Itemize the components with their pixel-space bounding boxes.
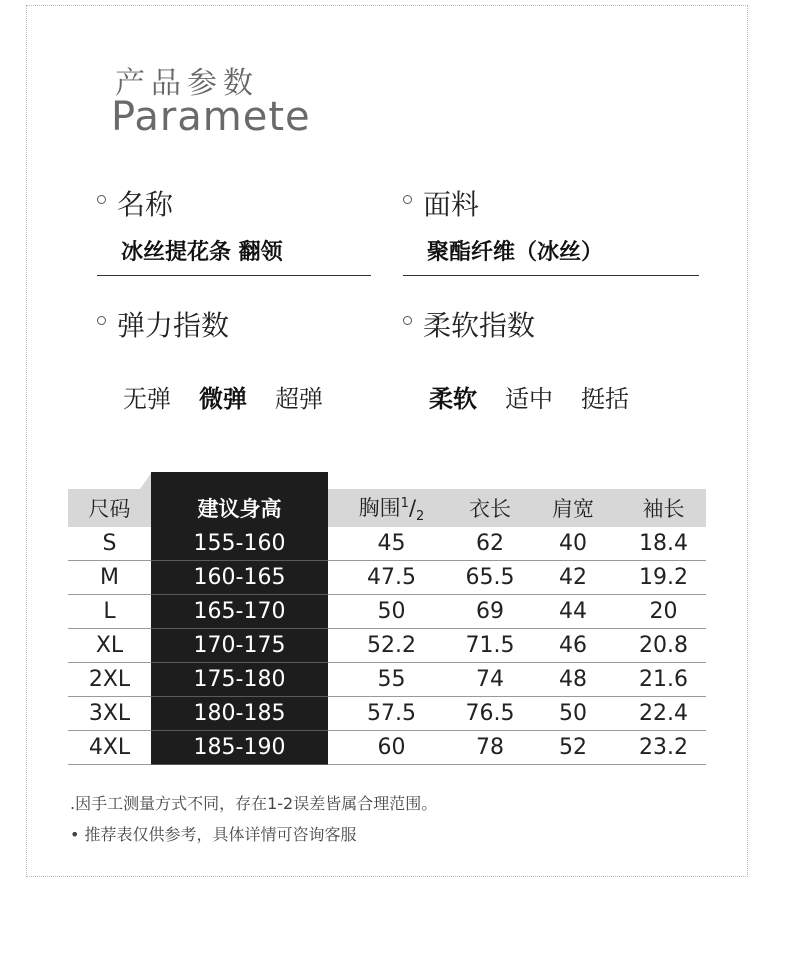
name-value: 冰丝提花条 翻领 (121, 240, 283, 265)
measurement-note: .因手工测量方式不同，存在1-2误差皆属合理范围。 (70, 794, 438, 813)
cell-height: 180-185 (151, 697, 328, 731)
cell-length: 62 (455, 527, 525, 561)
softness-label: 柔软指数 (423, 309, 536, 342)
cell-sleeve: 21.6 (621, 663, 706, 697)
cell-chest: 55 (328, 663, 455, 697)
circle-bullet-icon (403, 316, 412, 325)
elasticity-field (97, 304, 229, 344)
circle-bullet-icon (97, 316, 106, 325)
divider (97, 275, 371, 276)
softness-option: 挺括 (581, 385, 629, 413)
cell-chest: 52.2 (328, 629, 455, 663)
elasticity-option-selected: 微弹 (199, 385, 247, 413)
page-title-en: Paramete (111, 94, 311, 140)
cell-shoulder: 48 (525, 663, 621, 697)
table-row (68, 697, 706, 731)
elasticity-option: 超弹 (275, 385, 323, 413)
cell-chest: 60 (328, 731, 455, 765)
cell-size: 4XL (68, 731, 151, 765)
cell-shoulder: 50 (525, 697, 621, 731)
cell-sleeve: 23.2 (621, 731, 706, 765)
cell-length: 71.5 (455, 629, 525, 663)
header-length: 衣长 (455, 489, 525, 527)
cell-shoulder: 42 (525, 561, 621, 595)
cell-sleeve: 22.4 (621, 697, 706, 731)
cell-shoulder: 40 (525, 527, 621, 561)
table-row (68, 629, 706, 663)
size-table (68, 472, 706, 765)
cell-length: 74 (455, 663, 525, 697)
cell-size: S (68, 527, 151, 561)
softness-options (429, 379, 657, 414)
cell-height: 185-190 (151, 731, 328, 765)
table-row (68, 595, 706, 629)
name-label: 名称 (117, 188, 174, 221)
page-title-cn: 产品参数 (115, 66, 259, 101)
header-chest: 胸围$^1/_2$ (328, 489, 455, 527)
cell-height: 155-160 (151, 527, 328, 561)
table-row (68, 731, 706, 765)
cell-sleeve: 18.4 (621, 527, 706, 561)
fabric-field (403, 183, 699, 276)
softness-field (403, 304, 535, 344)
cell-size: L (68, 595, 151, 629)
header-height: 建议身高 (151, 489, 328, 527)
cell-chest: 47.5 (328, 561, 455, 595)
cell-size: 2XL (68, 663, 151, 697)
cell-height: 165-170 (151, 595, 328, 629)
elasticity-options (123, 379, 351, 414)
header-sleeve: 袖长 (621, 489, 706, 527)
cell-shoulder: 44 (525, 595, 621, 629)
cell-length: 76.5 (455, 697, 525, 731)
table-row (68, 663, 706, 697)
cell-length: 78 (455, 731, 525, 765)
cell-size: M (68, 561, 151, 595)
softness-option-selected: 柔软 (429, 385, 477, 413)
cell-length: 65.5 (455, 561, 525, 595)
header-size: 尺码 (68, 489, 151, 527)
fabric-value: 聚酯纤维（冰丝） (427, 240, 604, 265)
circle-bullet-icon (97, 195, 106, 204)
name-field (97, 183, 371, 276)
cell-height: 160-165 (151, 561, 328, 595)
softness-option: 适中 (505, 385, 553, 413)
cell-sleeve: 20 (621, 595, 706, 629)
cell-chest: 57.5 (328, 697, 455, 731)
cell-sleeve: 20.8 (621, 629, 706, 663)
cell-height: 170-175 (151, 629, 328, 663)
cell-height: 175-180 (151, 663, 328, 697)
cell-size: 3XL (68, 697, 151, 731)
header-shoulder: 肩宽 (525, 489, 621, 527)
elasticity-label: 弹力指数 (117, 309, 230, 342)
table-row (68, 527, 706, 561)
cell-shoulder: 46 (525, 629, 621, 663)
reference-note: • 推荐表仅供参考，具体详情可咨询客服 (70, 825, 357, 844)
elasticity-option: 无弹 (123, 385, 171, 413)
cell-shoulder: 52 (525, 731, 621, 765)
cell-size: XL (68, 629, 151, 663)
cell-length: 69 (455, 595, 525, 629)
fabric-label: 面料 (423, 188, 480, 221)
cell-chest: 45 (328, 527, 455, 561)
divider (403, 275, 699, 276)
table-row (68, 561, 706, 595)
cell-sleeve: 19.2 (621, 561, 706, 595)
circle-bullet-icon (403, 195, 412, 204)
cell-chest: 50 (328, 595, 455, 629)
